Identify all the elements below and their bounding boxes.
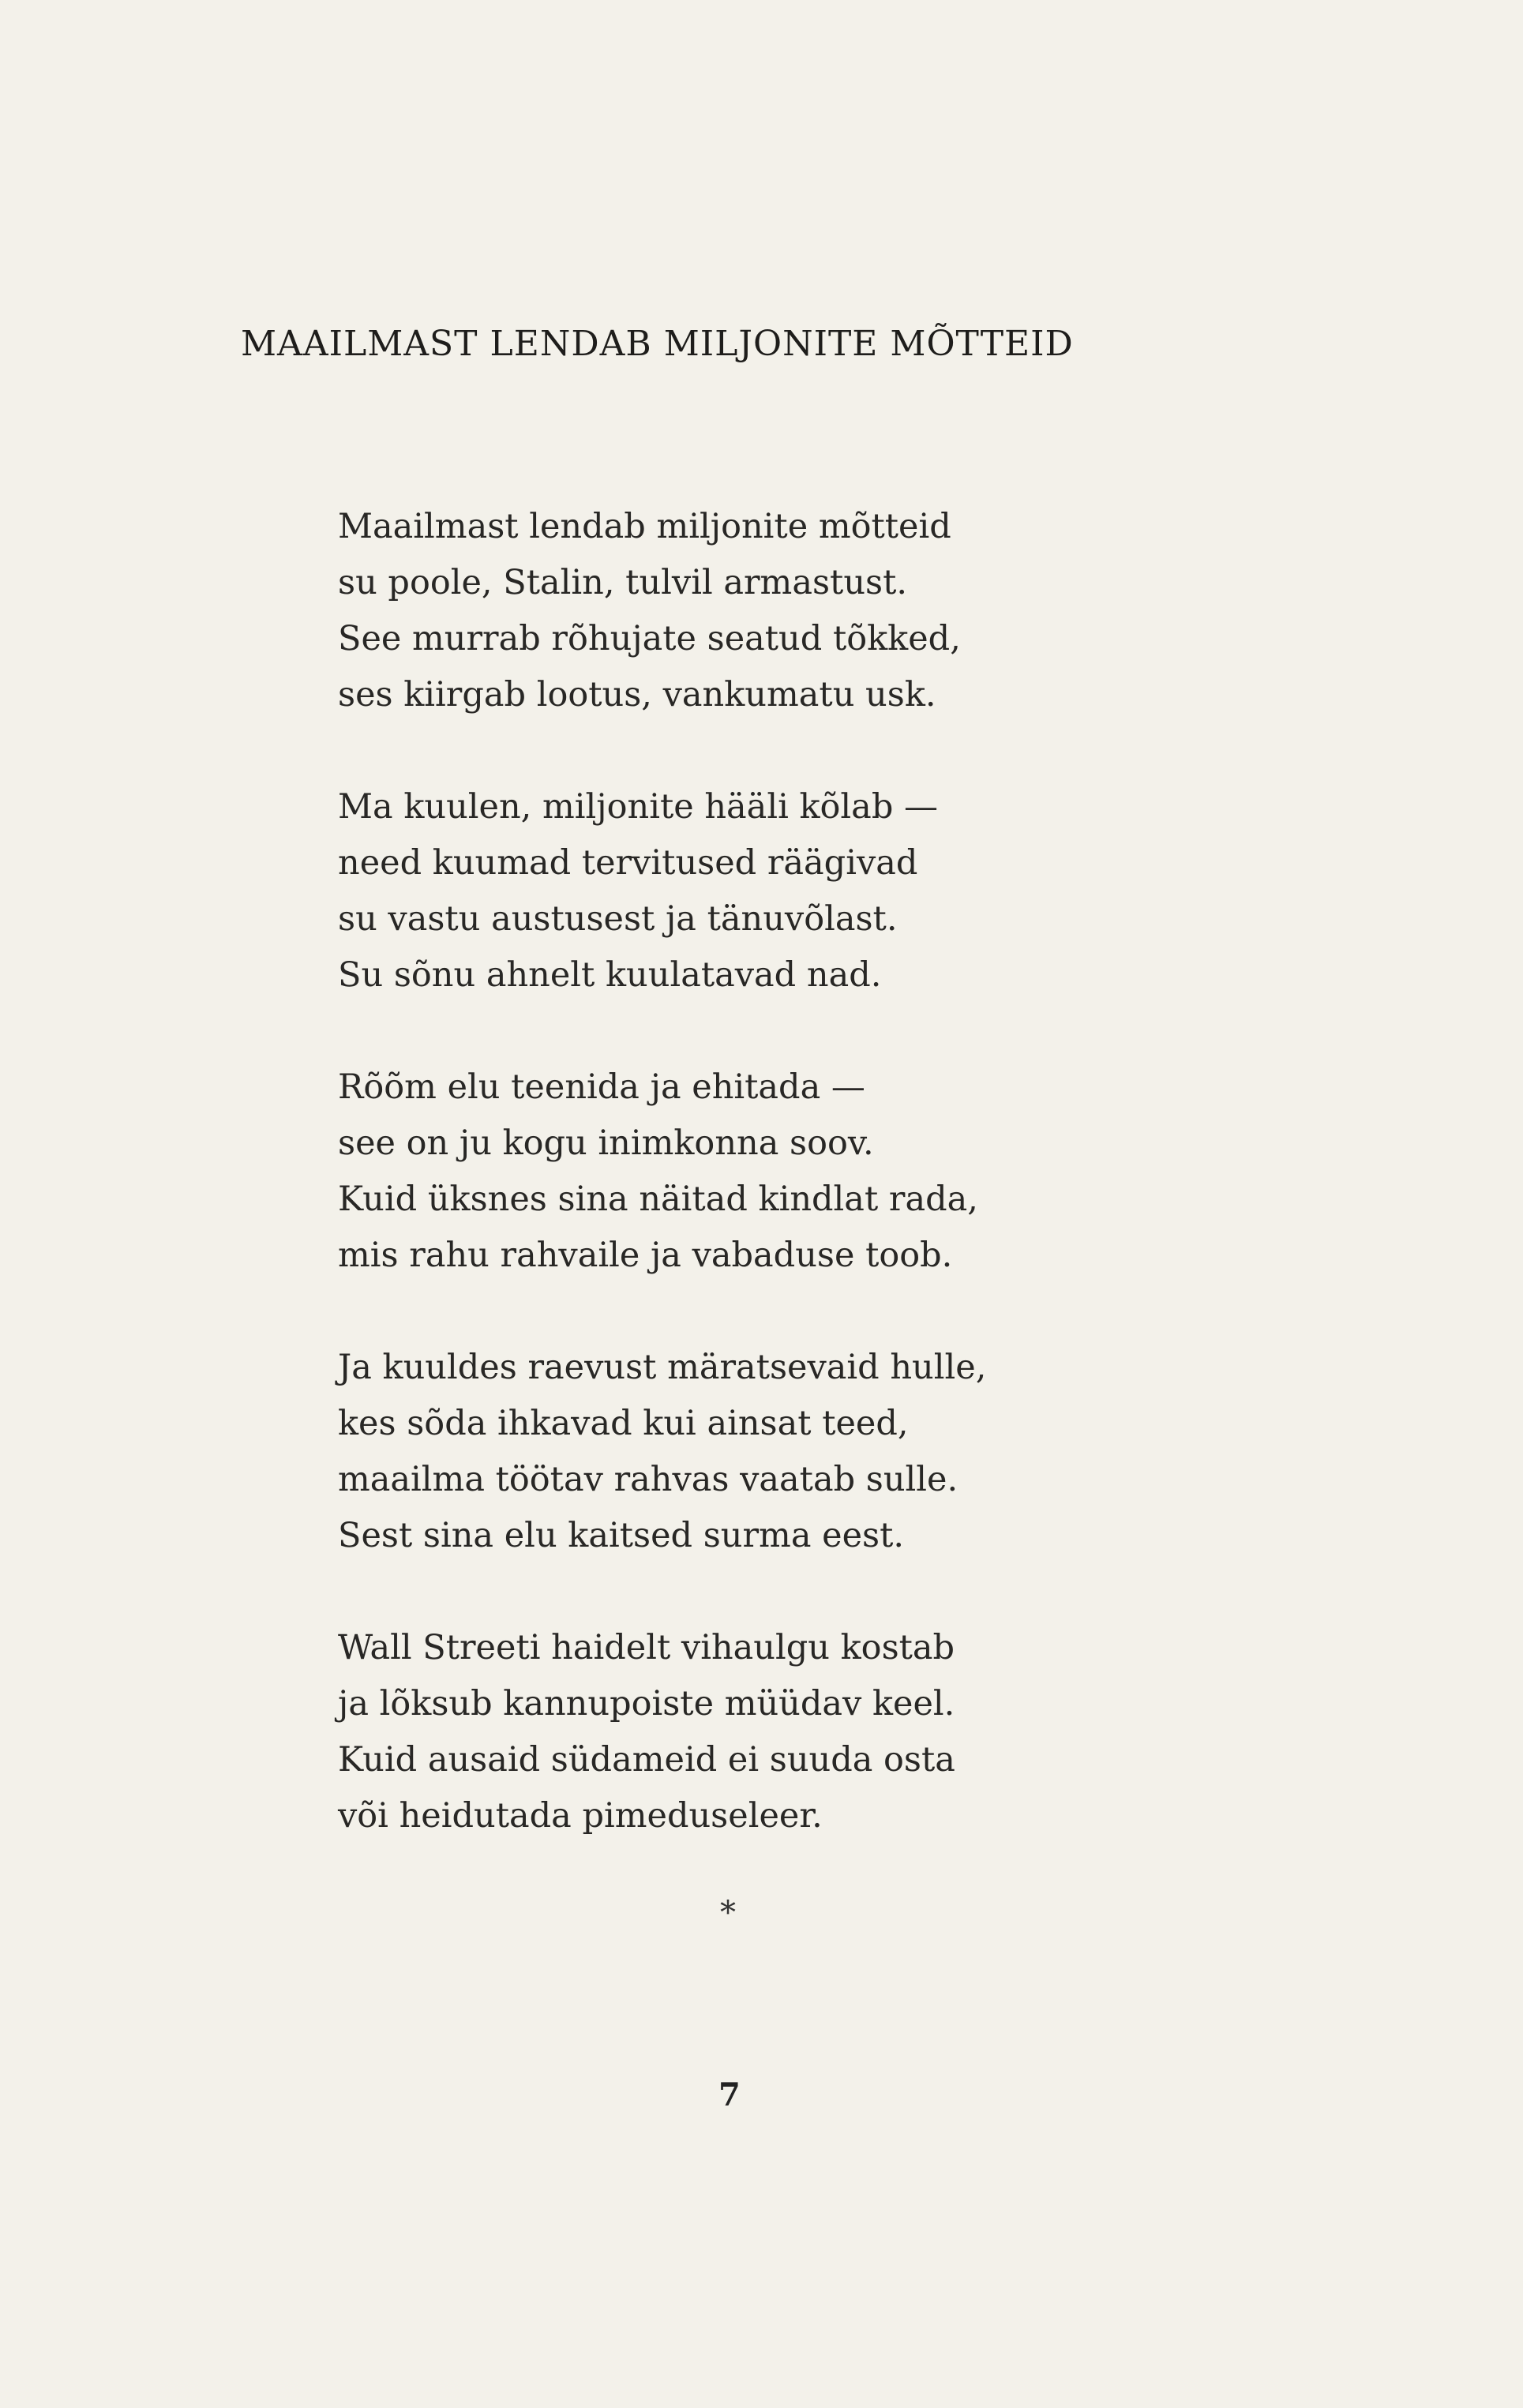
poem-line: Wall Streeti haidelt vihaulgu kostab	[338, 1628, 955, 1667]
poem-body	[338, 499, 986, 1900]
poem-line: või heidutada pimeduseleer.	[338, 1796, 823, 1836]
poem-line: Kuid üksnes sina näitad kindlat rada,	[338, 1180, 978, 1219]
poem-line: need kuumad tervitused räägivad	[338, 843, 918, 883]
stanza	[338, 1060, 986, 1284]
poem-line: su poole, Stalin, tulvil armastust.	[338, 563, 908, 602]
poem-line: Maailmast lendab miljonite mõtteid	[338, 507, 951, 546]
poem-line: Su sõnu ahnelt kuulatavad nad.	[338, 955, 882, 995]
poem-line: Sest sina elu kaitsed surma eest.	[338, 1516, 905, 1555]
poem-line: maailma töötav rahvas vaatab sulle.	[338, 1460, 958, 1499]
stanza	[338, 499, 986, 723]
stanza	[338, 1340, 986, 1564]
poem-line: kes sõda ihkavad kui ainsat teed,	[338, 1404, 909, 1443]
poem-line: Ja kuuldes raevust märatsevaid hulle,	[338, 1348, 987, 1387]
poem-line: Ma kuulen, miljonite hääli kõlab —	[338, 787, 939, 827]
poem-line: see on ju kogu inimkonna soov.	[338, 1123, 874, 1163]
poem-line: ses kiirgab lootus, vankumatu usk.	[338, 675, 936, 715]
poem-line: mis rahu rahvaile ja vabaduse toob.	[338, 1236, 953, 1275]
stanza	[338, 1620, 986, 1844]
stanza	[338, 779, 986, 1003]
poem-line: ja lõksub kannupoiste müüdav keel.	[338, 1684, 955, 1723]
poem-line: See murrab rõhujate seatud tõkked,	[338, 619, 961, 658]
poem-title: MAAILMAST LENDAB MILJONITE MÕTTEID	[241, 324, 1074, 364]
poem-line: Kuid ausaid südameid ei suuda osta	[338, 1740, 955, 1780]
section-separator: *	[720, 1895, 736, 1931]
poem-line: Rõõm elu teenida ja ehitada —	[338, 1067, 865, 1107]
page-number: 7	[718, 2076, 741, 2114]
poem-line: su vastu austusest ja tänuvõlast.	[338, 899, 898, 939]
